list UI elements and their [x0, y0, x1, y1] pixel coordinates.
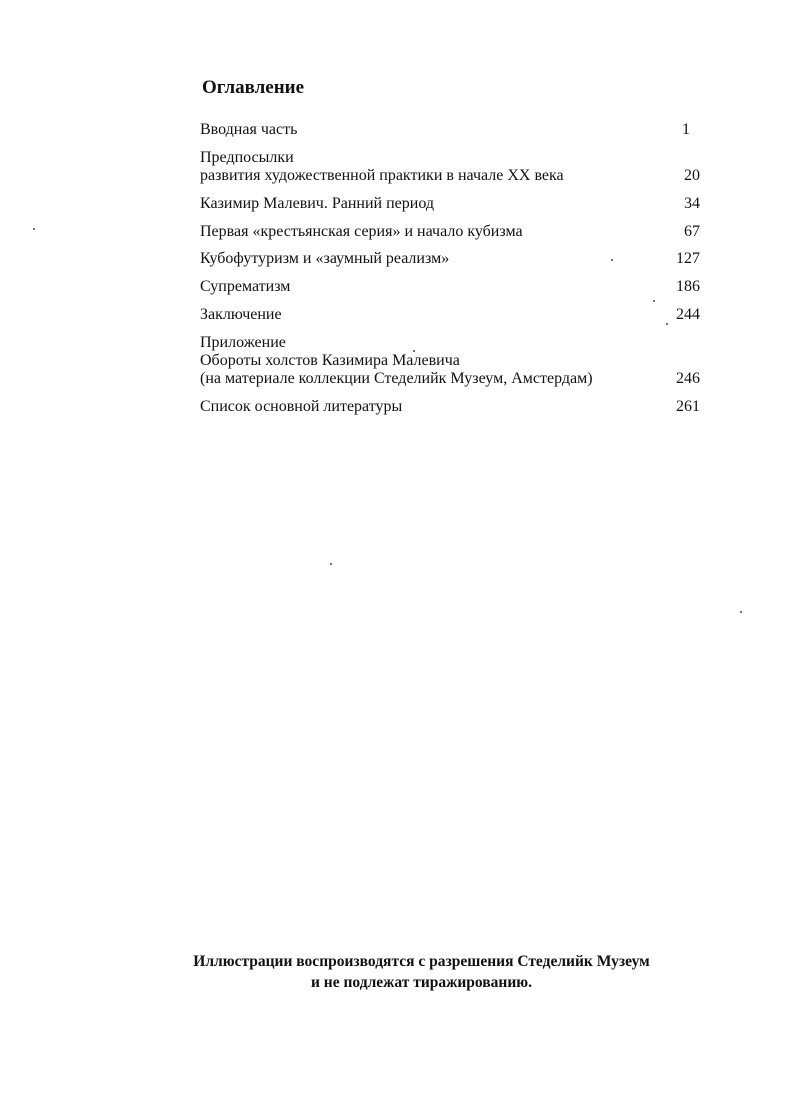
- notice-line: и не подлежат тиражированию.: [311, 974, 532, 991]
- toc-entry-early-period: [200, 195, 700, 213]
- toc-entry-page: 244: [676, 306, 700, 323]
- toc-entry-page: 186: [676, 278, 700, 295]
- notice-line: Иллюстрации воспроизводятся с разрешения Стеделийк Музеум: [193, 953, 650, 970]
- toc-entry-title: Заключение: [200, 306, 282, 323]
- toc-entry-title: Вводная часть: [200, 121, 298, 138]
- scan-speck: [33, 228, 35, 230]
- toc-entry-subtitle: Обороты холстов Казимира Малевича: [200, 352, 460, 369]
- toc-entry-appendix: [200, 334, 700, 388]
- toc-entry-subtitle: (на материале коллекции Стеделийк Музеум, Амстердам): [200, 370, 593, 387]
- toc-entry-title: Кубофутуризм и «заумный реализм»: [200, 250, 450, 267]
- toc-entry-cubofuturism: [200, 250, 700, 268]
- toc-entry-bibliography: [200, 398, 700, 416]
- scan-speck: [611, 259, 613, 261]
- toc-entry-page: 20: [684, 167, 700, 184]
- toc-entry-title: Казимир Малевич. Ранний период: [200, 195, 435, 212]
- copyright-notice: [0, 951, 793, 993]
- toc-entry-page: 1: [682, 121, 690, 138]
- toc-entry-title: Первая «крестьянская серия» и начало кубизма: [200, 223, 523, 240]
- scan-speck: [740, 611, 742, 613]
- toc-entry-subtitle: развития художественной практики в начале XX века: [200, 167, 564, 184]
- toc-entry-title: Приложение: [200, 334, 286, 351]
- toc-entry-title: Список основной литературы: [200, 398, 403, 415]
- scan-speck: [666, 323, 668, 325]
- toc-entry-page: 246: [676, 370, 700, 387]
- toc-entry-page: 261: [676, 398, 700, 415]
- scan-speck: [413, 350, 415, 352]
- toc-entry-prerequisites: [200, 149, 700, 185]
- toc-heading: Оглавление: [202, 77, 305, 98]
- toc-entry-page: 34: [684, 195, 700, 212]
- scan-speck: [653, 300, 655, 302]
- toc-entry-introduction: [200, 121, 700, 139]
- toc-entry-suprematism: [200, 278, 700, 296]
- toc-entry-page: 127: [676, 250, 700, 267]
- toc-entry-page: 67: [684, 223, 700, 240]
- toc-entry-peasant-series: [200, 223, 700, 241]
- toc-entry-title: Предпосылки: [200, 149, 294, 166]
- toc-entry-conclusion: [200, 306, 700, 324]
- toc-entry-title: Супрематизм: [200, 278, 291, 295]
- scan-speck: [330, 563, 332, 565]
